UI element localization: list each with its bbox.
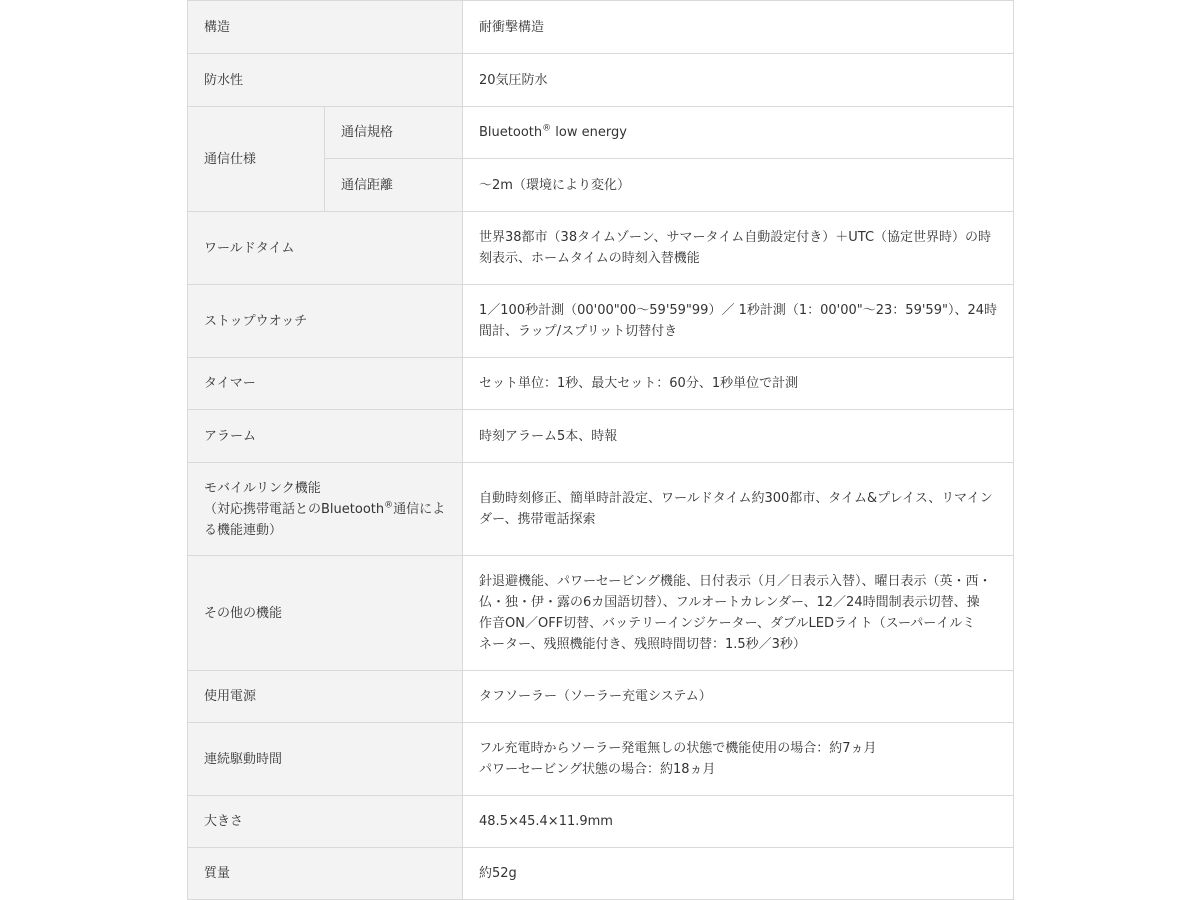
spec-label: タイマー xyxy=(188,358,463,410)
spec-label: ストップウオッチ xyxy=(188,285,463,358)
spec-table xyxy=(187,0,1014,900)
spec-value: 約52g xyxy=(463,848,1014,900)
spec-label: 使用電源 xyxy=(188,671,463,723)
spec-row-world-time xyxy=(188,212,1014,285)
spec-label: 通信仕様 xyxy=(188,107,325,212)
spec-label: ワールドタイム xyxy=(188,212,463,285)
spec-value: セット単位：1秒、最大セット：60分、1秒単位で計測 xyxy=(463,358,1014,410)
spec-row-alarm xyxy=(188,410,1014,463)
spec-value: Bluetooth® low energy xyxy=(463,107,1014,159)
spec-value: 20気圧防水 xyxy=(463,54,1014,107)
spec-value: 1／100秒計測（00'00"00～59'59"99）／ 1秒計測（1：00'00"～23：59'59"）、24時 間計、ラップ/スプリット切替付き xyxy=(463,285,1014,358)
spec-value: フル充電時からソーラー発電無しの状態で機能使用の場合：約7ヵ月 パワーセービング状態の場合：約18ヵ月 xyxy=(463,723,1014,796)
spec-label: 大きさ xyxy=(188,796,463,848)
spec-value: 自動時刻修正、簡単時計設定、ワールドタイム約300都市、タイム&プレイス、リマイン ダー、携帯電話探索 xyxy=(463,463,1014,556)
spec-row-water-resistance xyxy=(188,54,1014,107)
spec-row-structure xyxy=(188,1,1014,54)
spec-value: 48.5×45.4×11.9mm xyxy=(463,796,1014,848)
spec-row-mobile-link xyxy=(188,463,1014,556)
spec-row-battery-life xyxy=(188,723,1014,796)
spec-row-other-functions xyxy=(188,556,1014,671)
spec-row-size xyxy=(188,796,1014,848)
spec-value: 時刻アラーム5本、時報 xyxy=(463,410,1014,463)
spec-label: 質量 xyxy=(188,848,463,900)
spec-label: 防水性 xyxy=(188,54,463,107)
spec-value: 耐衝撃構造 xyxy=(463,1,1014,54)
spec-row-communication-standard xyxy=(188,107,1014,159)
spec-sublabel: 通信規格 xyxy=(325,107,463,159)
spec-sublabel: 通信距離 xyxy=(325,159,463,212)
spec-row-power-source xyxy=(188,671,1014,723)
spec-row-stopwatch xyxy=(188,285,1014,358)
spec-row-weight xyxy=(188,848,1014,900)
spec-value: 針退避機能、パワーセービング機能、日付表示（月／日表示入替）、曜日表示（英・西・ 仏・独・伊・露の6カ国語切替）、フルオートカレンダー、12／24時間制表示切替、操 作音ON／OFF切替、バッテリーインジケーター、ダブルLEDライト（スーパーイルミ ネーター、残照機能付き、残照時間切替：1.5秒／3秒） xyxy=(463,556,1014,671)
spec-label: その他の機能 xyxy=(188,556,463,671)
spec-label: 構造 xyxy=(188,1,463,54)
spec-row-timer xyxy=(188,358,1014,410)
spec-value: ～2m（環境により変化） xyxy=(463,159,1014,212)
spec-label: アラーム xyxy=(188,410,463,463)
spec-label: 連続駆動時間 xyxy=(188,723,463,796)
spec-value: タフソーラー（ソーラー充電システム） xyxy=(463,671,1014,723)
spec-label: モバイルリンク機能 （対応携帯電話とのBluetooth®通信によ る機能連動） xyxy=(188,463,463,556)
spec-value: 世界38都市（38タイムゾーン、サマータイム自動設定付き）＋UTC（協定世界時）の時 刻表示、ホームタイムの時刻入替機能 xyxy=(463,212,1014,285)
